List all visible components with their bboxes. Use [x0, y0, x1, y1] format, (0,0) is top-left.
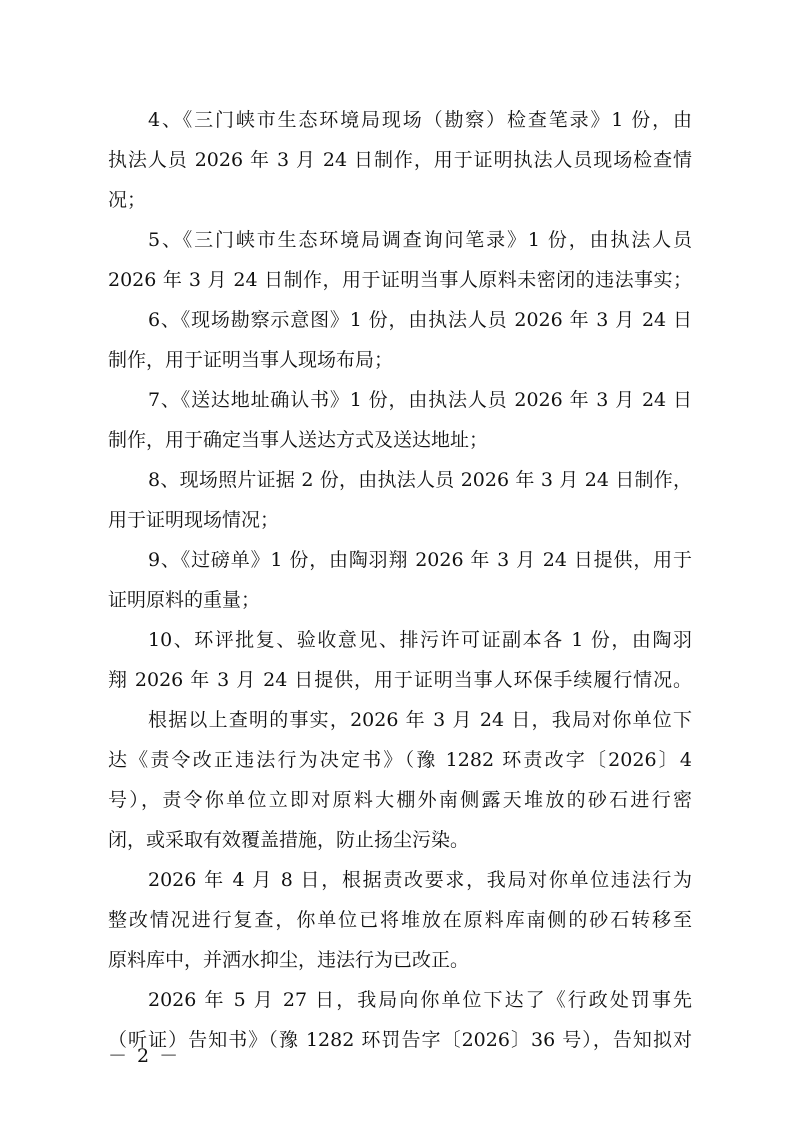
text-line: 2026 年 3 月 24 日制作，用于证明当事人原料未密闭的违法事实； — [108, 269, 692, 291]
text-line: 号），责令你单位立即对原料大棚外南侧露天堆放的砂石进行密 — [108, 789, 692, 811]
text-line: 根据以上查明的事实，2026 年 3 月 24 日，我局对你单位下 — [148, 709, 692, 731]
text-line: 10、环评批复、验收意见、排污许可证副本各 1 份，由陶羽 — [148, 629, 692, 651]
text-line: 达《责令改正违法行为决定书》（豫 1282 环责改字〔2026〕4 — [108, 749, 692, 771]
page-number: － 2 － — [108, 1045, 181, 1067]
text-line: 7、《送达地址确认书》1 份，由执法人员 2026 年 3 月 24 日 — [148, 389, 692, 411]
text-line: 闭，或采取有效覆盖措施，防止扬尘污染。 — [108, 829, 470, 851]
text-line: 用于证明现场情况； — [108, 509, 280, 531]
text-line: 制作，用于确定当事人送达方式及送达地址； — [108, 429, 489, 451]
text-line: 9、《过磅单》1 份，由陶羽翔 2026 年 3 月 24 日提供，用于 — [148, 549, 692, 571]
text-line: 2026 年 4 月 8 日，根据责改要求，我局对你单位违法行为 — [148, 869, 692, 891]
text-line: 6、《现场勘察示意图》1 份，由执法人员 2026 年 3 月 24 日 — [148, 309, 692, 331]
text-line: （听证）告知书》（豫 1282 环罚告字〔2026〕36 号），告知拟对 — [108, 1029, 692, 1051]
text-line: 翔 2026 年 3 月 24 日提供，用于证明当事人环保手续履行情况。 — [108, 669, 692, 691]
text-line: 4、《三门峡市生态环境局现场（勘察）检查笔录》1 份，由 — [148, 109, 692, 131]
text-line: 原料库中，并洒水抑尘，违法行为已改正。 — [108, 949, 470, 971]
text-line: 况； — [108, 189, 147, 211]
text-line: 证明原料的重量； — [108, 589, 261, 611]
text-line: 8、现场照片证据 2 份，由执法人员 2026 年 3 月 24 日制作， — [148, 469, 692, 491]
text-line: 5、《三门峡市生态环境局调查询问笔录》1 份，由执法人员 — [148, 229, 692, 251]
text-line: 制作，用于证明当事人现场布局； — [108, 349, 394, 371]
text-line: 2026 年 5 月 27 日，我局向你单位下达了《行政处罚事先 — [148, 989, 692, 1011]
text-line: 整改情况进行复查，你单位已将堆放在原料库南侧的砂石转移至 — [108, 909, 692, 931]
text-line: 执法人员 2026 年 3 月 24 日制作，用于证明执法人员现场检查情 — [108, 149, 692, 171]
